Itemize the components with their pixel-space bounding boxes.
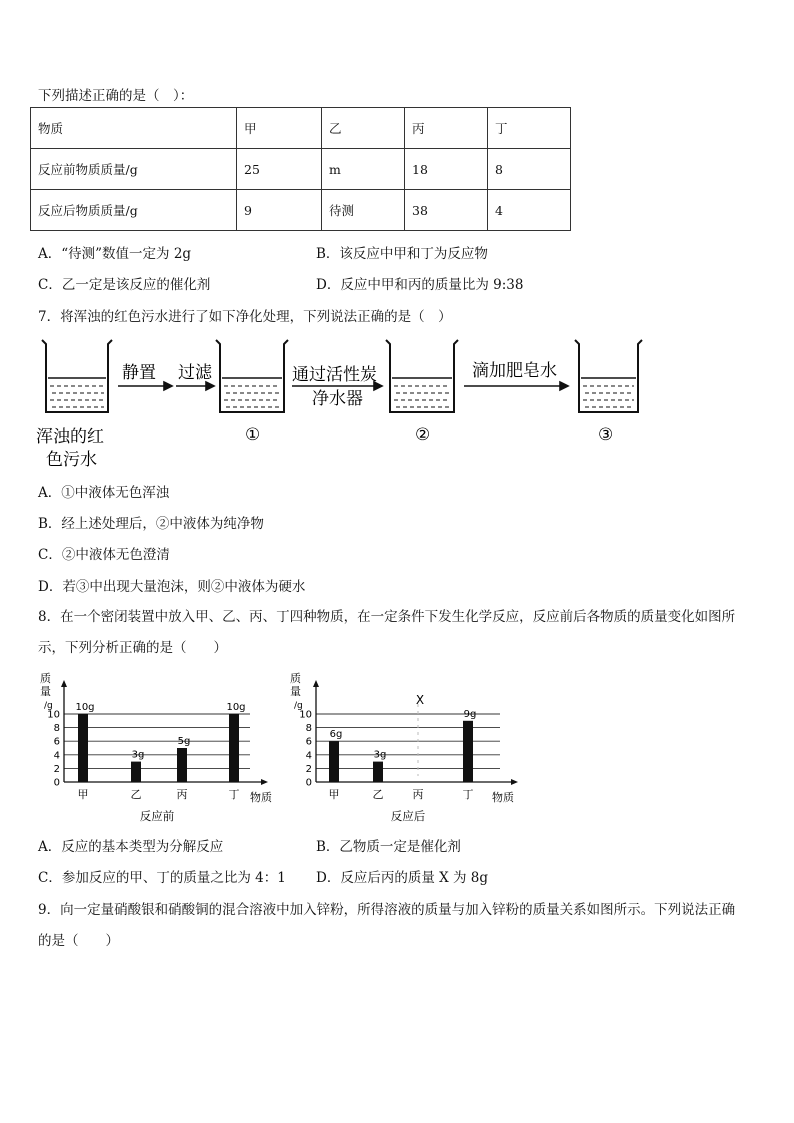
beaker-number: ③	[598, 425, 614, 445]
y-axis-label: 质	[40, 672, 51, 685]
beaker-caption: 浑浊的红	[36, 427, 104, 447]
q9-stem-line2: 的是（ ）	[38, 933, 119, 949]
table-cell: 乙	[322, 108, 405, 149]
y-axis-label: /g	[294, 701, 303, 711]
data-label: 9g	[463, 708, 477, 720]
q7-option-c: C．②中液体无色澄清	[38, 547, 170, 563]
y-tick-label: 8	[53, 723, 60, 735]
data-label: 10g	[75, 702, 95, 713]
data-label: X	[415, 693, 425, 707]
q7-option-a: A．①中液体无色浑浊	[38, 485, 170, 501]
table-row	[31, 149, 571, 190]
x-axis-label: 物质	[492, 791, 514, 804]
q8-option-d: D．反应后丙的质量 X 为 8g	[316, 870, 489, 886]
y-tick-label: 6	[53, 736, 60, 748]
table-cell: 待测	[322, 190, 405, 231]
y-axis-arrow	[61, 680, 67, 687]
bar	[131, 762, 141, 782]
data-label: 6g	[329, 729, 343, 741]
data-label: 5g	[177, 736, 191, 747]
y-tick-label: 10	[47, 709, 60, 721]
y-axis-arrow	[313, 680, 319, 687]
data-label: 3g	[373, 749, 387, 761]
q8-option-c: C．参加反应的甲、丁的质量之比为 4：1	[38, 870, 286, 886]
step-label: 静置	[122, 363, 156, 383]
category-label: 丁	[462, 788, 474, 801]
y-axis-label: 量	[40, 685, 51, 698]
table-cell: 25	[237, 149, 322, 190]
data-label: 3g	[131, 749, 145, 761]
x-axis-arrow	[511, 779, 518, 785]
q8-stem-line2: 示，下列分析正确的是（ ）	[38, 640, 227, 656]
y-tick-label: 10	[299, 709, 312, 721]
q6-option-a: A．“待测”数值一定为 2g	[38, 246, 192, 262]
y-tick-label: 2	[53, 763, 60, 775]
y-tick-label: 8	[305, 723, 312, 735]
category-label: 甲	[328, 788, 340, 801]
beaker-number: ②	[415, 425, 431, 445]
bar	[177, 748, 187, 782]
category-label: 丙	[412, 788, 424, 801]
y-axis-label: 量	[290, 685, 301, 698]
x-axis-arrow	[261, 779, 268, 785]
q8-option-a: A．反应的基本类型为分解反应	[38, 839, 224, 855]
bar	[78, 714, 88, 782]
step-label: 净水器	[312, 389, 363, 409]
table-cell: 38	[405, 190, 488, 231]
q7-stem: 7．将浑浊的红色污水进行了如下净化处理，下列说法正确的是（ ）	[38, 309, 452, 325]
table-cell: 丁	[488, 108, 571, 149]
chart-before	[40, 671, 272, 823]
bar	[463, 721, 473, 782]
y-tick-label: 4	[53, 750, 60, 762]
table-cell: 反应前物质质量/g	[31, 149, 237, 190]
water-purification-figure	[30, 334, 680, 474]
q8-stem-line1: 8．在一个密闭装置中放入甲、乙、丙、丁四种物质，在一定条件下发生化学反应，反应前后各物质的质量变化如图所	[38, 609, 736, 625]
beaker-number: ①	[245, 425, 261, 445]
bar	[329, 741, 339, 782]
q9-stem-line1: 9．向一定量硝酸银和硝酸铜的混合溶液中加入锌粉，所得溶液的质量与加入锌粉的质量关系如图所示。下列说法正确	[38, 902, 736, 918]
q6-option-b: B．该反应中甲和丁为反应物	[316, 246, 488, 262]
y-tick-label: 6	[305, 736, 312, 748]
step-label: 通过活性炭	[292, 365, 377, 385]
table-cell: 18	[405, 149, 488, 190]
table-cell: 甲	[237, 108, 322, 149]
table-row	[31, 190, 571, 231]
q7-option-d: D．若③中出现大量泡沫，则②中液体为硬水	[38, 579, 306, 595]
data-label: 10g	[226, 702, 246, 713]
bar	[373, 762, 383, 782]
mass-bar-charts	[30, 668, 530, 828]
table-cell: 反应后物质质量/g	[31, 190, 237, 231]
beaker-caption: 色污水	[46, 450, 97, 470]
category-label: 乙	[372, 788, 384, 801]
q8-option-b: B．乙物质一定是催化剂	[316, 839, 461, 855]
table-row	[31, 108, 571, 149]
y-tick-label: 0	[53, 777, 60, 789]
q6-option-c: C．乙一定是该反应的催化剂	[38, 277, 211, 293]
chart-after	[290, 671, 518, 823]
q6-intro: 下列描述正确的是（ ）：	[38, 88, 194, 104]
category-label: 丙	[176, 788, 188, 801]
q6-option-d: D．反应中甲和丙的质量比为 9:38	[316, 277, 524, 293]
y-tick-label: 4	[305, 750, 312, 762]
category-label: 乙	[130, 788, 142, 801]
category-label: 甲	[77, 788, 89, 801]
category-label: 丁	[228, 788, 240, 801]
bar	[229, 714, 239, 782]
table-cell: m	[322, 149, 405, 190]
mass-table	[30, 107, 571, 231]
step-label: 滴加肥皂水	[472, 361, 557, 381]
y-axis-label: /g	[44, 701, 53, 711]
y-tick-label: 0	[305, 777, 312, 789]
chart-title: 反应后	[390, 809, 426, 823]
x-axis-label: 物质	[250, 791, 272, 804]
chart-title: 反应前	[139, 809, 175, 823]
y-tick-label: 2	[305, 763, 312, 775]
q7-option-b: B．经上述处理后，②中液体为纯净物	[38, 516, 264, 532]
table-cell: 9	[237, 190, 322, 231]
y-axis-label: 质	[290, 672, 301, 685]
table-cell: 8	[488, 149, 571, 190]
table-cell: 物质	[31, 108, 237, 149]
table-cell: 丙	[405, 108, 488, 149]
step-label: 过滤	[178, 363, 212, 383]
table-cell: 4	[488, 190, 571, 231]
